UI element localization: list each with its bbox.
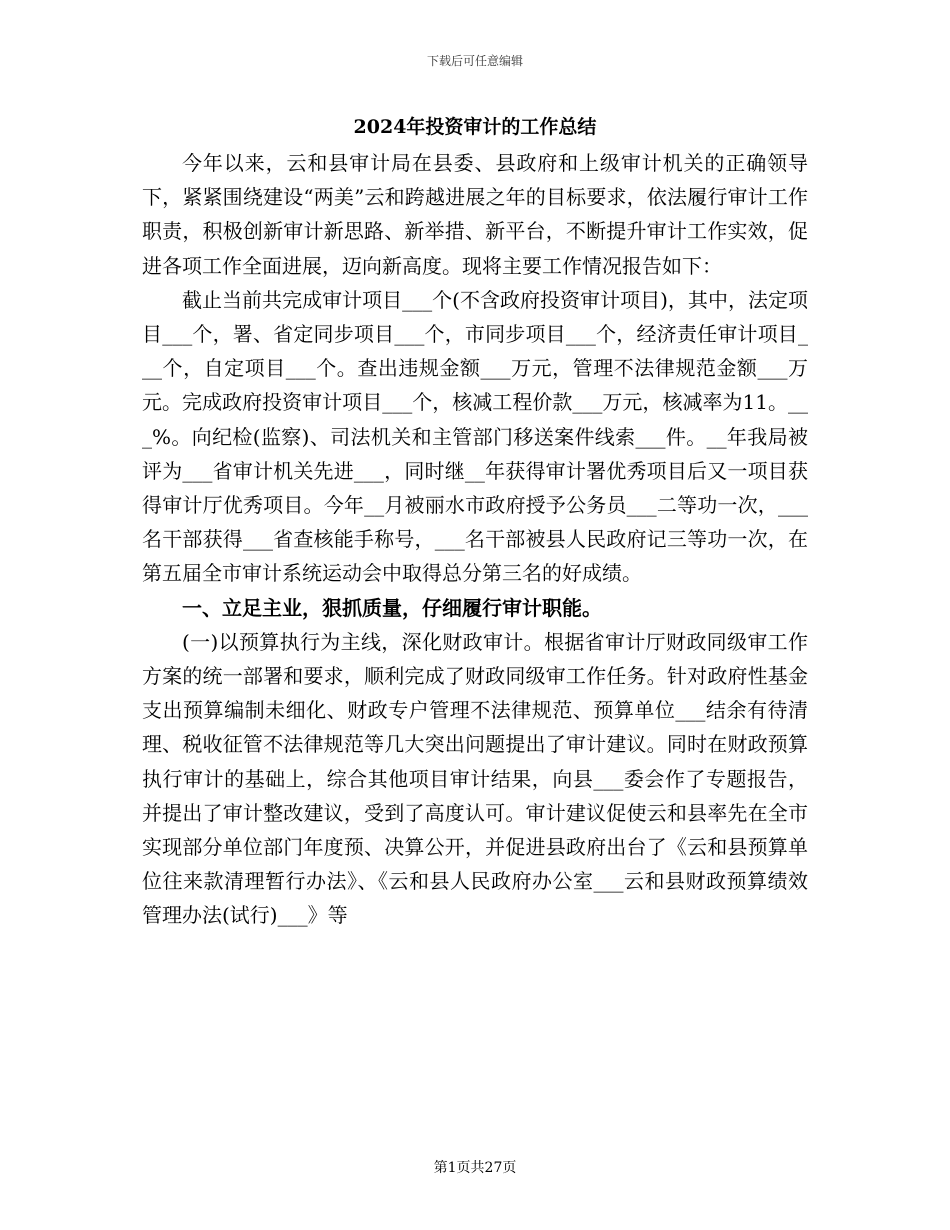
paragraph-intro: 今年以来，云和县审计局在县委、县政府和上级审计机关的正确领导下，紧紧围绕建设“两美”云和跨越进展之年的目标要求，依法履行审计工作职责，积极创新审计新思路、新举措、新平台，不断提升审计工作实效，促进各项工作全面进展，迈向新高度。现将主要工作情况报告如下：	[142, 151, 808, 278]
document-title: 2024年投资审计的工作总结	[353, 116, 597, 138]
page-footer: 第1页共27页	[433, 1160, 517, 1176]
document-body	[142, 146, 808, 933]
paragraph-budget-audit: (一)以预算执行为主线，深化财政审计。根据省审计厅财政同级审工作方案的统一部署和要求，顺利完成了财政同级审工作任务。针对政府性基金支出预算编制未细化、财政专户管理不法律规范、预算单位___结余有待清理、税收征管不法律规范等几大突出问题提出了审计建议。同时在财政预算执行审计的基础上，综合其他项目审计结果，向县___委会作了专题报告，并提出了审计整改建议，受到了高度认可。审计建议促使云和县率先在全市实现部分单位部门年度预、决算公开，并促进县政府出台了《云和县预算单位往来款清理暂行办法》、《云和县人民政府办公室___云和县财政预算绩效管理办法(试行)___》等	[142, 629, 808, 928]
paragraph-statistics: 截止当前共完成审计项目___个(不含政府投资审计项目)，其中，法定项目___个，署、省定同步项目___个，市同步项目___个，经济责任审计项目___个，自定项目___个。查出违规金额___万元，管理不法律规范金额___万元。完成政府投资审计项目___个，核减工程价款___万元，核减率为11。___%。向纪检(监察)、司法机关和主管部门移送案件线索___件。__年我局被评为___省审计机关先进___，同时继__年获得审计署优秀项目后又一项目获得审计厅优秀项目。今年__月被丽水市政府授予公务员___二等功一次，___名干部获得___省查核能手称号，___名干部被县人民政府记三等功一次，在第五届全市审计系统运动会中取得总分第三名的好成绩。	[142, 287, 808, 586]
header-note: 下载后可任意编辑	[426, 54, 523, 68]
section-heading-1: 一、立足主业，狠抓质量，仔细履行审计职能。	[182, 595, 602, 620]
